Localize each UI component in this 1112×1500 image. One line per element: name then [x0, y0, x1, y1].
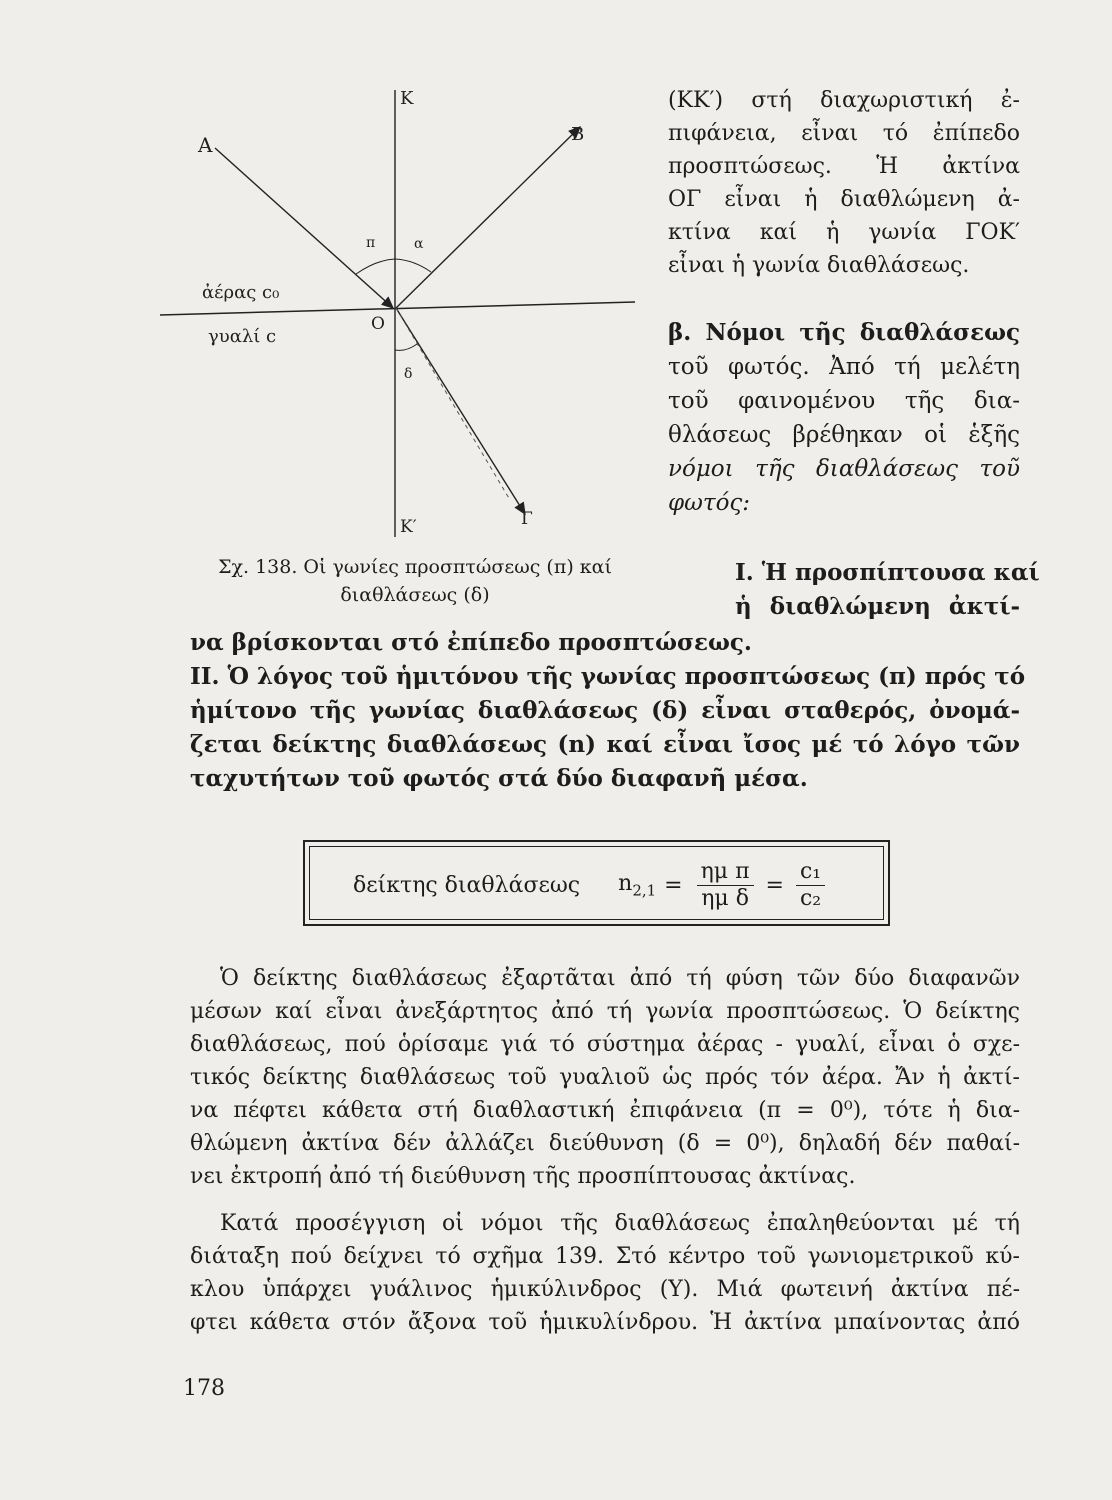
- formula: [353, 860, 831, 910]
- label-gamma: Γ: [521, 509, 533, 529]
- label-pi: π: [366, 235, 376, 251]
- label-k-top: Κ: [400, 88, 414, 109]
- refraction-figure: [150, 82, 650, 552]
- law-two-line: ταχυτήτων τοῦ φωτός στά δύο διαφανῆ μέσα.: [190, 765, 808, 792]
- formula-equals: =: [765, 872, 784, 898]
- figure-caption: [185, 553, 645, 609]
- angle-arc-delta: [395, 344, 417, 350]
- law-one-start: [735, 556, 1040, 624]
- paragraph-line: κλου ὑπάρχει γυάλινος ἡμικύλινδρος (Υ). Μιά φωτεινή ἀκτίνα πέ-: [190, 1277, 1020, 1302]
- caption-line-2: διαθλάσεως (δ): [340, 584, 490, 606]
- formula-denominator-sine: ημ δ: [701, 885, 749, 911]
- law-two: [190, 660, 1026, 796]
- formula-denominator-c2: c₂: [799, 885, 822, 911]
- label-air: ἀέρας c₀: [202, 282, 280, 303]
- right-column-section-b: [668, 316, 1020, 520]
- paragraph-line: διάταξη πού δείχνει τό σχῆμα 139. Στό κέντρο τοῦ γωνιομετρικοῦ κύ-: [190, 1244, 1020, 1269]
- refraction-diagram: [150, 82, 650, 552]
- paragraph-line: θλώμενη ἀκτίνα δέν ἀλλάζει διεύθυνση (δ = 0⁰), δηλαδή δέν παθαί-: [190, 1131, 1020, 1156]
- right-column-intro: [668, 84, 1020, 282]
- formula-numerator-sine: ημ π: [697, 859, 754, 886]
- section-b-line: τοῦ φαινομένου τῆς δια-: [668, 388, 1020, 414]
- intro-line: (ΚΚ′) στή διαχωριστική ἐ-: [668, 88, 1020, 113]
- dashed-extension: [396, 308, 510, 500]
- intro-line: εἶναι ἡ γωνία διαθλάσεως.: [668, 253, 970, 278]
- section-b-line: τοῦ φωτός. Ἀπό τή μελέτη: [668, 354, 1020, 380]
- paragraph-one: [190, 962, 1020, 1193]
- section-b-heading: β. Νόμοι τῆς διαθλάσεως: [668, 319, 1020, 346]
- refracted-ray: [396, 308, 525, 514]
- law-one-line: Ι. Ἡ προσπίπτουσα καί: [735, 559, 1040, 586]
- label-glass: γυαλί c: [208, 326, 277, 347]
- label-k-bottom: Κ′: [400, 517, 417, 537]
- intro-line: ΟΓ εἶναι ἡ διαθλώμενη ἀ-: [668, 187, 1020, 212]
- law-two-line: ζεται δείκτης διαθλάσεως (n) καί εἶναι ἴσος μέ τό λόγο τῶν: [190, 731, 1020, 758]
- formula-lhs-sub: 2,1: [632, 881, 657, 900]
- formula-sine-ratio: [697, 859, 754, 912]
- formula-label: δείκτης διαθλάσεως: [353, 872, 581, 898]
- angle-arc-pi: [356, 259, 395, 274]
- label-o: Ο: [371, 314, 385, 334]
- paragraph-line: Κατά προσέγγιση οἱ νόμοι τῆς διαθλάσεως ἐπαληθεύονται μέ τή: [220, 1211, 1020, 1236]
- law-two-line: ΙΙ. Ὁ λόγος τοῦ ἡμιτόνου τῆς γωνίας προσπτώσεως (π) πρός τό: [190, 663, 1026, 690]
- paragraph-line: τικός δείκτης διαθλάσεως τοῦ γυαλιοῦ ὡς πρός τόν ἀέρα. Ἄν ἡ ἀκτί-: [190, 1065, 1020, 1090]
- paragraph-line: να πέφτει κάθετα στή διαθλαστική ἐπιφάνεια (π = 0⁰), τότε ἡ δια-: [190, 1098, 1020, 1123]
- formula-numerator-c1: c₁: [796, 859, 825, 886]
- law-two-line: ἡμίτονο τῆς γωνίας διαθλάσεως (δ) εἶναι σταθερός, ὀνομά-: [190, 697, 1020, 724]
- law-one-end: [190, 626, 1020, 659]
- intro-line: κτίνα καί ἡ γωνία ΓΟΚ′: [668, 220, 1020, 245]
- angle-arc-alpha: [395, 259, 431, 272]
- caption-line-1: Σχ. 138. Οἱ γωνίες προσπτώσεως (π) καί: [218, 556, 612, 578]
- section-b-line: νόμοι τῆς διαθλάσεως τοῦ: [668, 456, 1020, 482]
- paragraph-two: [190, 1207, 1020, 1339]
- label-a: Α: [198, 133, 213, 157]
- section-b-line: θλάσεως βρέθηκαν οἱ ἑξῆς: [668, 422, 1020, 448]
- intro-line: προσπτώσεως. Ἡ ἀκτίνα: [668, 154, 1020, 179]
- formula-box: [303, 840, 890, 926]
- paragraph-line: φτει κάθετα στόν ἄξονα τοῦ ἡμικυλίνδρου. Ἡ ἀκτίνα μπαίνοντας ἀπό: [190, 1310, 1020, 1335]
- law-one-line: να βρίσκονται στό ἐπίπεδο προσπτώσεως.: [190, 629, 752, 656]
- interface-line: [160, 302, 635, 315]
- formula-lhs-symbol: n: [618, 870, 633, 896]
- label-b: Β: [571, 124, 585, 145]
- paragraph-line: μέσων καί εἶναι ἀνεξάρτητος ἀπό τή γωνία προσπτώσεως. Ὁ δείκτης: [190, 999, 1020, 1024]
- law-one-line: ἡ διαθλώμενη ἀκτί-: [735, 593, 1020, 620]
- reflected-ray: [396, 127, 580, 308]
- paragraph-line: Ὁ δείκτης διαθλάσεως ἐξαρτᾶται ἀπό τή φύση τῶν δύο διαφανῶν: [220, 966, 1020, 991]
- intro-line: πιφάνεια, εἶναι τό ἐπίπεδο: [668, 121, 1020, 146]
- formula-lhs: [618, 871, 656, 899]
- label-alpha: α: [414, 236, 424, 252]
- paragraph-line: διαθλάσεως, πού ὁρίσαμε γιά τό σύστημα ἀέρας - γυαλί, εἶναι ὁ σχε-: [190, 1032, 1020, 1057]
- paragraph-line: νει ἐκτροπή ἀπό τή διεύθυνση τῆς προσπίπτουσας ἀκτίνας.: [190, 1164, 856, 1189]
- page-number: 178: [183, 1376, 225, 1401]
- label-delta: δ: [404, 366, 413, 382]
- formula-equals: =: [664, 872, 683, 898]
- formula-speed-ratio: [796, 859, 825, 912]
- section-b-line: φωτός:: [668, 490, 751, 516]
